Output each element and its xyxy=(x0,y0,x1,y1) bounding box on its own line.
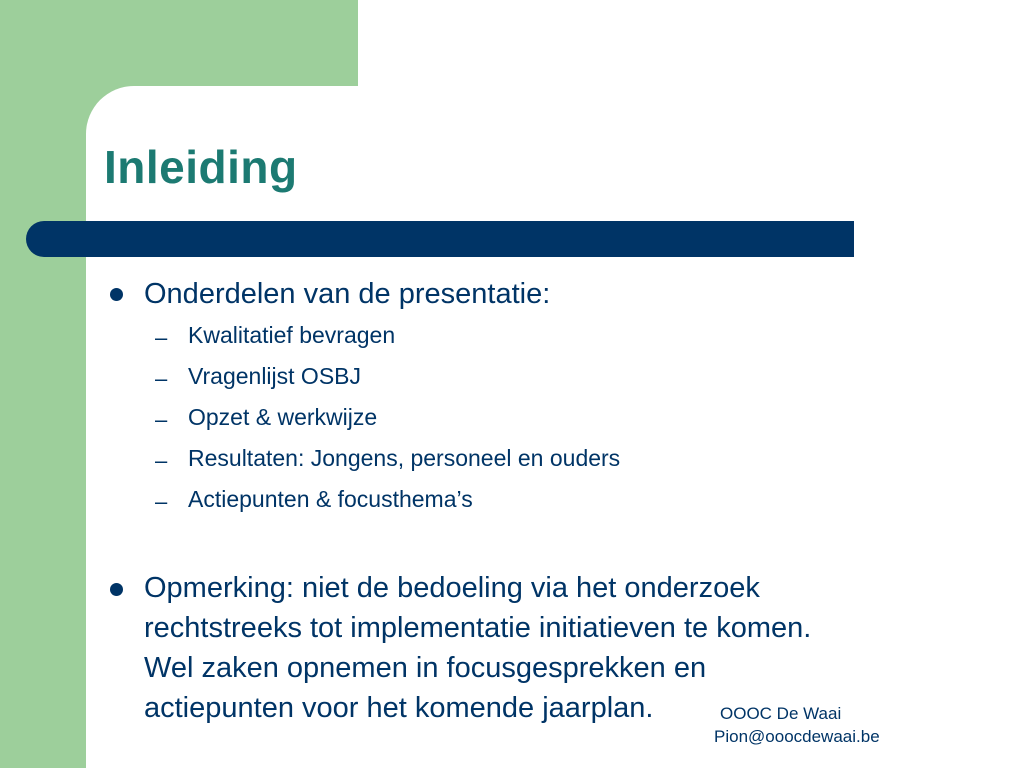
sub-bullet-text: Actiepunten & focusthema’s xyxy=(188,486,473,512)
footer-email: Pion@ooocdewaai.be xyxy=(714,727,880,746)
sub-bullet-dash: – xyxy=(155,448,168,473)
bullet-text-line: rechtstreeks tot implementatie initiatieven te komen. xyxy=(144,612,812,644)
slide-title: Inleiding xyxy=(104,141,298,193)
sub-bullet-text: Opzet & werkwijze xyxy=(188,404,378,430)
bullet-text-line: Wel zaken opnemen in focusgesprekken en xyxy=(144,652,707,684)
bullet-text-line: Opmerking: niet de bedoeling via het onderzoek xyxy=(144,572,760,604)
sub-bullet-text: Resultaten: Jongens, personeel en ouders xyxy=(188,445,621,471)
sub-bullet-dash: – xyxy=(155,489,168,514)
bullet-dot xyxy=(110,288,123,301)
sub-bullet-dash: – xyxy=(155,325,168,350)
sub-bullet-text: Vragenlijst OSBJ xyxy=(188,363,361,389)
sub-bullet-text: Kwalitatief bevragen xyxy=(188,322,396,348)
bullet-text: Onderdelen van de presentatie: xyxy=(144,278,551,310)
footer-organization: OOOC De Waai xyxy=(720,704,842,723)
sub-bullet-dash: – xyxy=(155,407,168,432)
bullet-text-line: actiepunten voor het komende jaarplan. xyxy=(144,692,654,724)
bullet-dot xyxy=(110,583,123,596)
title-underline-bar xyxy=(26,221,854,257)
sub-bullet-dash: – xyxy=(155,366,168,391)
